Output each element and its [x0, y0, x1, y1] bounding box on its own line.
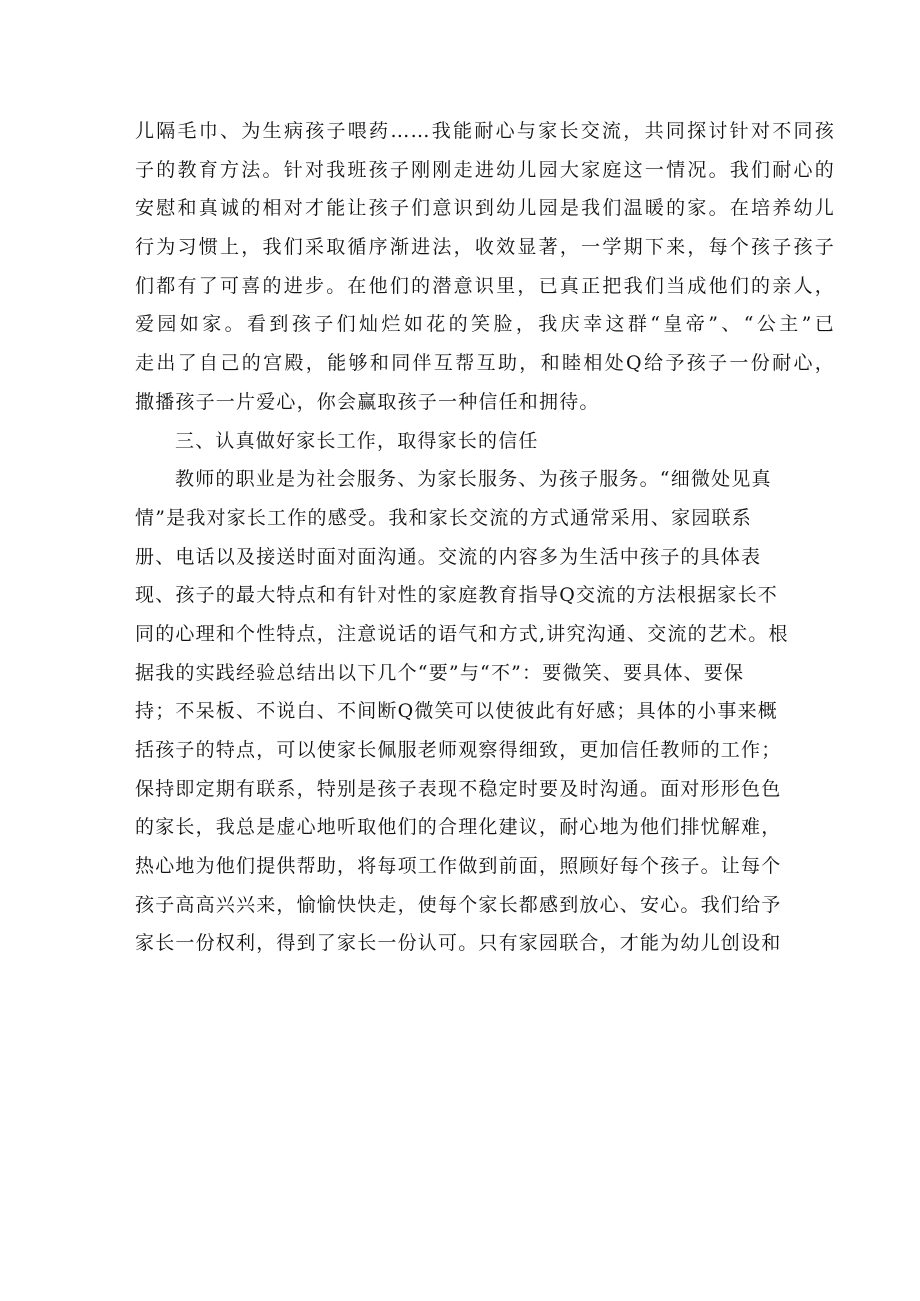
text-line: 的家长，我总是虚心地听取他们的合理化建议，耐心地为他们排忧解难， [135, 816, 782, 839]
text-line: 爱园如家。看到孩子们灿烂如花的笑脸，我庆幸这群“皇帝”、“公主”已 [135, 313, 835, 336]
text-line: 情”是我对家长工作的感受。我和家长交流的方式通常采用、家园联系 [135, 506, 752, 529]
text-line: 行为习惯上，我们采取循序渐进法，收效显著，一学期下来，每个孩子孩子 [135, 236, 835, 259]
text-line: 子的教育方法。针对我班孩子刚刚走进幼儿园大家庭这一情况。我们耐心的 [135, 158, 835, 181]
text-line: 儿隔毛巾、为生病孩子喂药……我能耐心与家长交流，共同探讨针对不同孩 [135, 120, 835, 142]
text-line: 撒播孩子一片爱心，你会赢取孩子一种信任和拥待。 [135, 390, 600, 413]
text-line: 持；不呆板、不说白、不间断Q微笑可以使彼此有好感；具体的小事来概 [135, 700, 778, 723]
text-line: 教师的职业是为社会服务、为家长服务、为孩子服务。“细微处见真 [175, 468, 772, 491]
text-line: 括孩子的特点，可以使家长佩服老师观察得细致，更加信任教师的工作； [135, 739, 782, 761]
text-line: 同的心理和个性特点，注意说话的语气和方式,讲究沟通、交流的艺术。根 [135, 622, 789, 645]
section-heading: 三、认真做好家长工作，取得家长的信任 [175, 429, 539, 452]
text-line: 家长一份权利，得到了家长一份认可。只有家园联合，才能为幼儿创设和 [135, 932, 782, 955]
text-line: 据我的实践经验总结出以下几个“要”与“不”：要微笑、要具体、要保 [135, 661, 745, 684]
text-line: 册、电话以及接送时面对面沟通。交流的内容多为生活中孩子的具体表 [135, 545, 762, 568]
text-line: 保持即定期有联系，特别是孩子表现不稳定时要及时沟通。面对形形色色 [135, 777, 782, 800]
document-body [135, 112, 835, 963]
text-line: 热心地为他们提供帮助，将每项工作做到前面，照顾好每个孩子。让每个 [135, 855, 782, 878]
text-line: 安慰和真诚的相对才能让孩子们意识到幼儿园是我们温暖的家。在培养幼儿 [135, 197, 835, 220]
text-line: 孩子高高兴兴来，愉愉快快走，使每个家长都感到放心、安心。我们给予 [135, 893, 782, 916]
text-line: 们都有了可喜的进步。在他们的潜意识里，已真正把我们当成他们的亲人， [135, 274, 835, 297]
text-line: 走出了自己的宫殿，能够和同伴互帮互助，和睦相处Q给予孩子一份耐心， [135, 352, 835, 375]
text-line: 现、孩子的最大特点和有针对性的家庭教育指导Q交流的方法根据家长不 [135, 584, 778, 607]
